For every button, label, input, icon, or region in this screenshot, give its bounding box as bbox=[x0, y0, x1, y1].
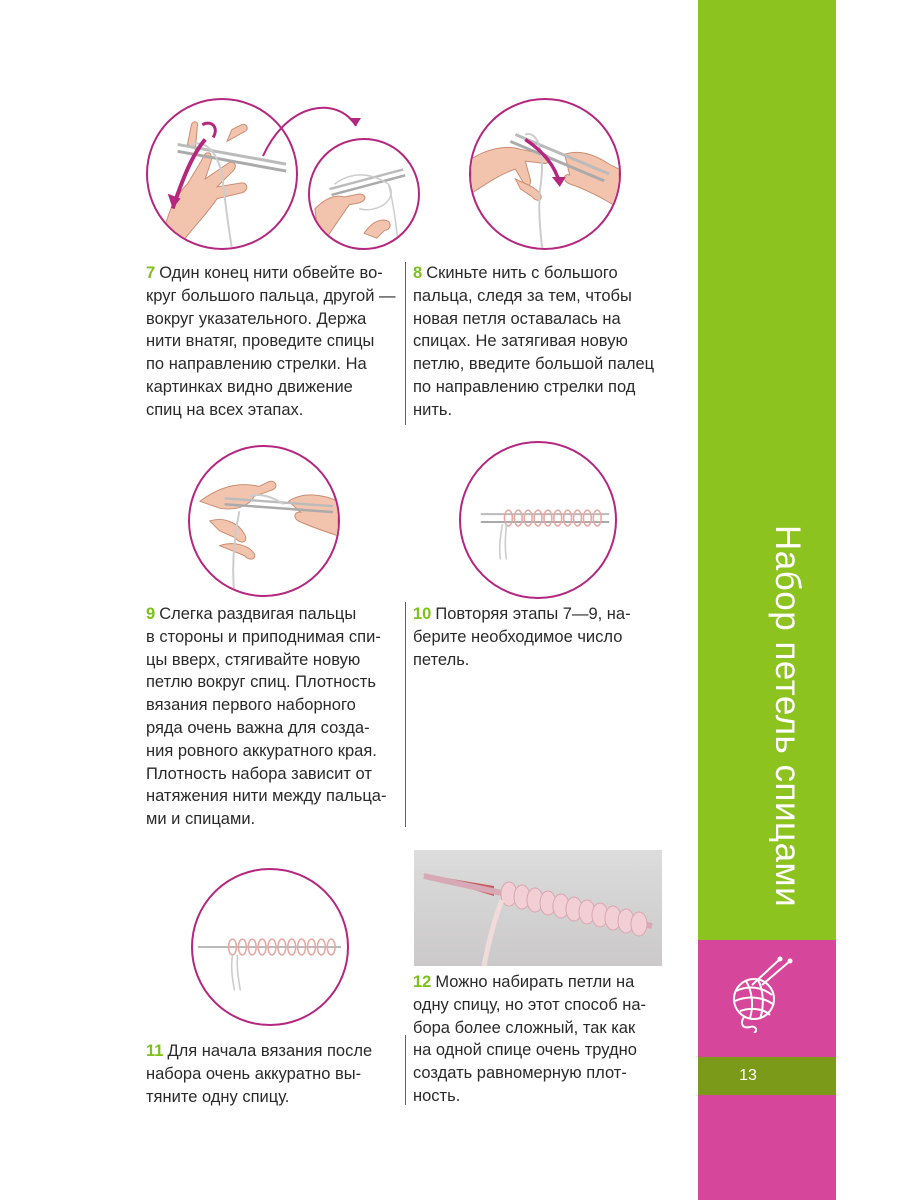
column-divider bbox=[405, 602, 406, 827]
yarn-ball-icon bbox=[722, 955, 800, 1033]
step-number: 9 bbox=[146, 605, 156, 623]
chapter-title: Набор петель спицами bbox=[768, 525, 807, 908]
step-11: 11 Для начала вязания после набора очень аккуратно вы- тяните одну спицу. bbox=[146, 1042, 373, 1106]
step-number: 12 bbox=[413, 973, 432, 991]
step-10: 10 Повторяя этапы 7—9, на- берите необходимое число петель. bbox=[413, 605, 631, 669]
step-number: 10 bbox=[413, 605, 432, 623]
step-12: 12 Можно набирать петли на одну спицу, но этот способ на- бора более сложный, так как на одной спице очень трудно создать равномерную плот- ность. bbox=[413, 973, 647, 1105]
illustration-step9 bbox=[188, 445, 340, 597]
page-number: 13 bbox=[739, 1067, 757, 1084]
step-8: 8 Скиньте нить с большого пальца, следя за тем, чтобы новая петля оставалась на спицах. Не затягивая новую петлю, введите большой палец по направлению стрелки под нить. bbox=[413, 264, 655, 419]
illustration-step10 bbox=[459, 441, 617, 599]
illustration-step8-hand bbox=[469, 98, 621, 250]
column-divider bbox=[405, 1035, 406, 1105]
step-number: 8 bbox=[413, 264, 423, 282]
illustration-step11 bbox=[191, 868, 349, 1026]
step-number: 7 bbox=[146, 264, 156, 282]
column-divider bbox=[405, 262, 406, 425]
photo-step12 bbox=[414, 850, 662, 966]
step-7: 7 Один конец нити обвейте во- круг большого пальца, другой — вокруг указательного. Держа нити внатяг, проведите спицы по направлению стрелки. На картинках видно движение спиц на всех этапах. bbox=[146, 264, 396, 419]
step-number: 11 bbox=[146, 1042, 164, 1060]
step-9: 9 Слегка раздвигая пальцы в стороны и приподнимая спи- цы вверх, стягивайте новую петлю вокруг спиц. Плотность вязания первого наборного ряда очень важна для созда- ния ровного аккуратного края. Плотность набора зависит от натяжения нити между пальца- ми и спицами. bbox=[146, 605, 387, 829]
illustration-step7-needles bbox=[308, 138, 420, 250]
